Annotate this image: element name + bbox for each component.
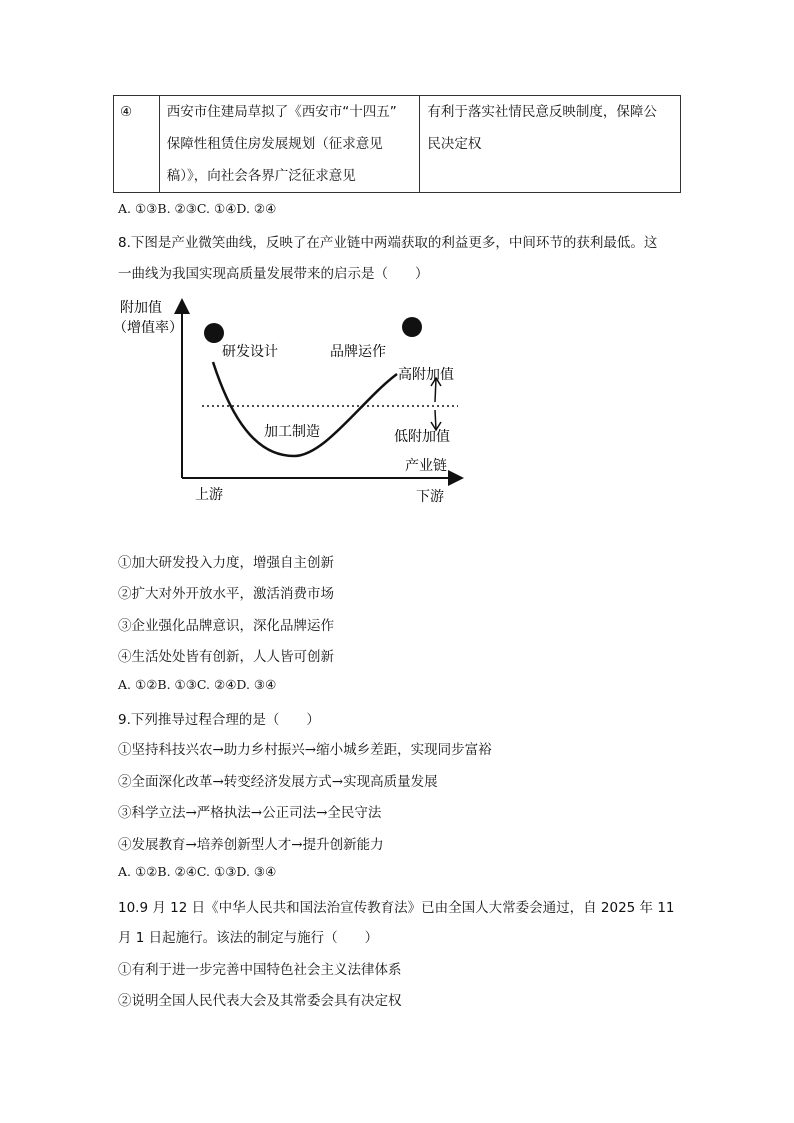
arrow-down xyxy=(435,410,436,430)
view-line: 有利于落实社情民意反映制度，保障公 xyxy=(427,104,657,120)
table-row xyxy=(114,96,681,193)
q8-stem-line2: 一曲线为我国实现高质量发展带来的启示是（ ） xyxy=(118,266,429,282)
rd-dot xyxy=(204,323,224,343)
y-label-2: （增值率） xyxy=(113,320,183,336)
event-line: 西安市住建局草拟了《西安市“十四五” xyxy=(166,104,397,120)
event-line: 保障性租赁住房发展规划（征求意见 xyxy=(166,136,383,152)
q9-item: ②全面深化改革→转变经济发展方式→实现高质量发展 xyxy=(118,774,438,790)
view-cell xyxy=(420,96,681,193)
q9-item: ③科学立法→严格执法→公正司法→全民守法 xyxy=(118,805,382,821)
label-high: 高附加值 xyxy=(398,367,454,383)
q10-stem-line1: 10.9 月 12 日《中华人民共和国法治宣传教育法》已由全国人大常委会通过，自 2025 年 11 xyxy=(118,900,675,916)
event-cell xyxy=(159,96,420,193)
label-mfg: 加工制造 xyxy=(264,424,320,440)
event-line: 稿）》，向社会各界广泛征求意见 xyxy=(166,168,356,184)
y-label-1: 附加值 xyxy=(120,300,162,316)
label-down: 下游 xyxy=(416,489,444,505)
question-table xyxy=(113,95,681,193)
q9-options: A. ①②B. ②④C. ①③D. ③④ xyxy=(118,864,277,879)
q7-options: A. ①③B. ②③C. ①④D. ②④ xyxy=(118,201,277,216)
q10-item: ①有利于进一步完善中国特色社会主义法律体系 xyxy=(118,962,402,978)
smile-curve-figure xyxy=(110,292,470,510)
label-brand: 品牌运作 xyxy=(330,344,386,360)
row-number: ④ xyxy=(120,104,133,120)
label-chain: 产业链 xyxy=(405,458,447,474)
q8-item: ②扩大对外开放水平，激活消费市场 xyxy=(118,586,334,602)
label-low: 低附加值 xyxy=(394,429,450,445)
label-up: 上游 xyxy=(195,487,223,503)
q8-options: A. ①②B. ①③C. ②④D. ③④ xyxy=(118,677,277,692)
q9-item: ④发展教育→培养创新型人才→提升创新能力 xyxy=(118,837,384,853)
q8-item: ①加大研发投入力度，增强自主创新 xyxy=(118,555,334,571)
q8-stem-line1: 8.下图是产业微笑曲线，反映了在产业链中两端获取的利益更多，中间环节的获利最低。这 xyxy=(118,235,658,251)
q8-item: ③企业强化品牌意识，深化品牌运作 xyxy=(118,618,334,634)
q9-stem: 9.下列推导过程合理的是（ ） xyxy=(118,712,320,728)
q10-item: ②说明全国人民代表大会及其常委会具有决定权 xyxy=(118,993,402,1009)
label-rd: 研发设计 xyxy=(222,344,278,360)
smile-curve xyxy=(213,362,397,456)
brand-dot xyxy=(402,317,422,337)
q10-stem-line2: 月 1 日起施行。该法的制定与施行（ ） xyxy=(118,930,379,946)
q9-item: ①坚持科技兴农→助力乡村振兴→缩小城乡差距，实现同步富裕 xyxy=(118,742,492,758)
view-line: 民决定权 xyxy=(427,136,482,152)
q8-item: ④生活处处皆有创新，人人皆可创新 xyxy=(118,649,334,665)
row-number-cell xyxy=(114,96,160,193)
